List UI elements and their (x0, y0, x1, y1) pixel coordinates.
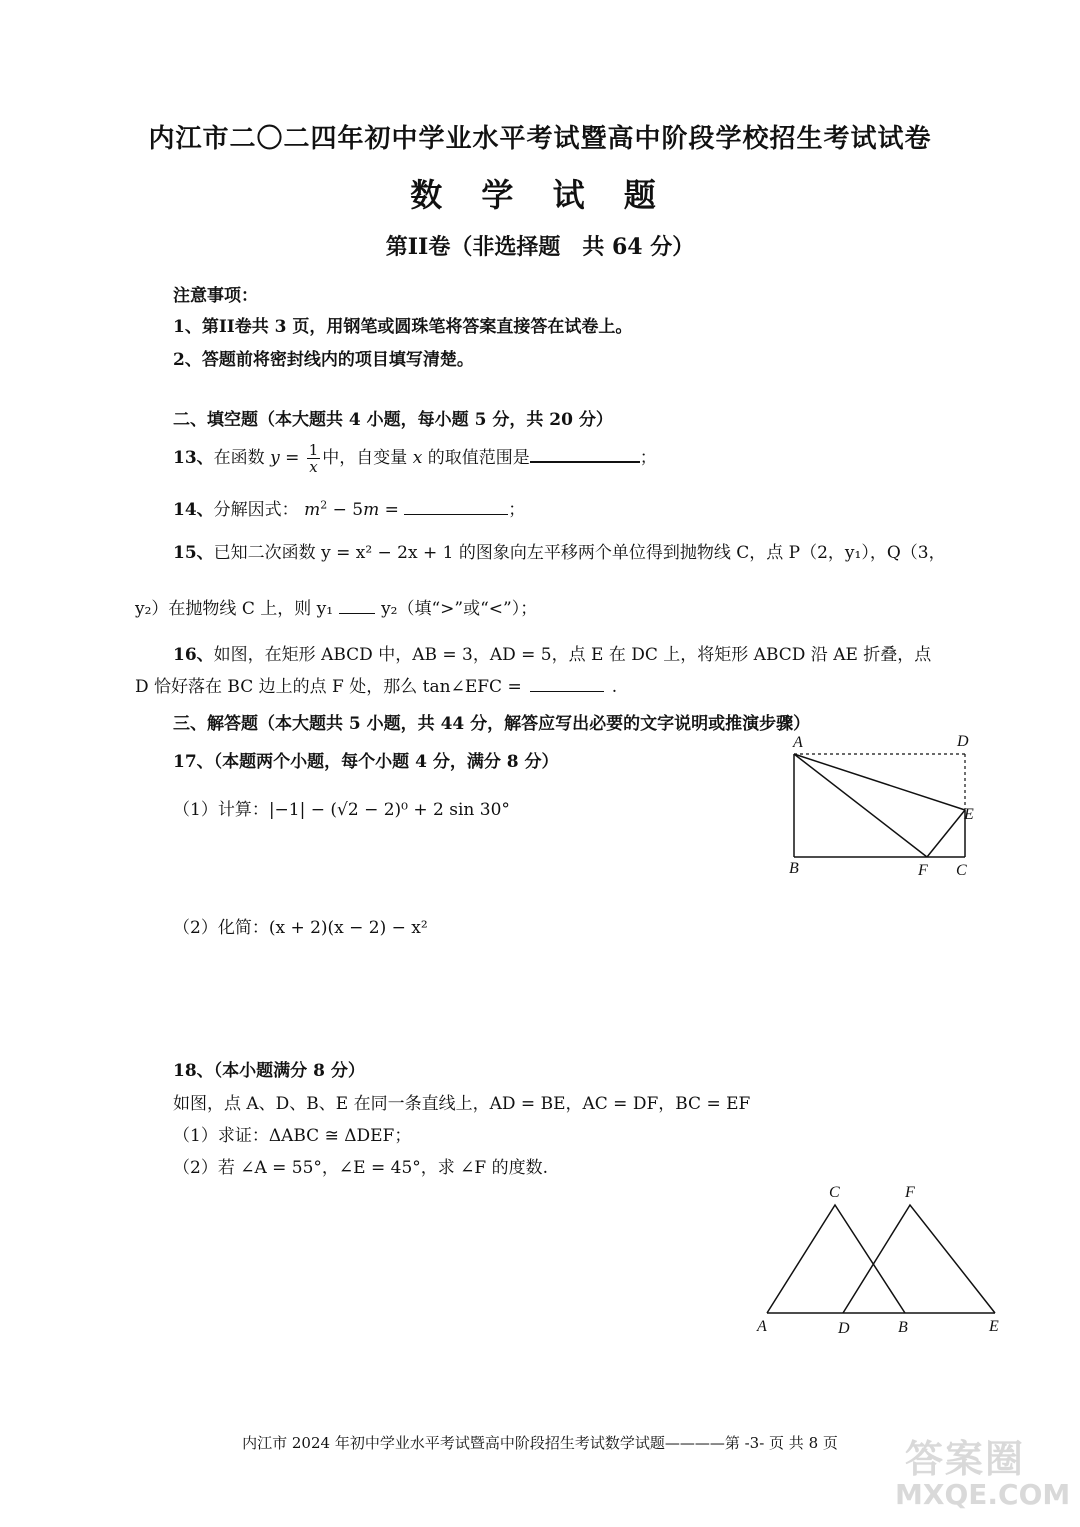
label-E: E (989, 1318, 999, 1335)
question-number: 16、 (173, 645, 214, 665)
label-A: A (793, 734, 803, 751)
answer-blank[interactable] (530, 443, 640, 463)
segment-FE (927, 810, 965, 857)
question-14: 14、分解因式： $m^2 - 5m$ = ； (173, 495, 525, 520)
section3-heading: 三、解答题（本大题共 5 小题，共 44 分，解答应写出必要的文字说明或推演步骤） (173, 714, 811, 734)
question-16-cont: D 恰好落在 BC 边上的点 F 处，那么 tan∠EFC = . (135, 672, 617, 697)
question-17-title: 17、（本题两个小题，每个小题 4 分，满分 8 分） (173, 752, 559, 772)
label-D: D (957, 733, 969, 750)
question-17-part1: （1）计算：|−1| − (√2 − 2)⁰ + 2 sin 30° (173, 800, 510, 820)
triangles-figure (745, 1175, 1010, 1345)
question-13: 13、在函数 y = $\frac{1}{x}$ 中，自变量 x 的取值范围是 ； (173, 441, 657, 476)
watermark-logo: 答案圈 (905, 1437, 1026, 1481)
paper-title: 内江市二〇二四年初中学业水平考试暨高中阶段学校招生考试试卷 (148, 124, 932, 154)
question-18-title: 18、（本小题满分 8 分） (173, 1061, 365, 1081)
watermark-url: MXQE.COM (895, 1478, 1071, 1511)
question-18-line: 如图，点 A、D、B、E 在同一条直线上，AD = BE，AC = DF，BC = EF (173, 1094, 751, 1114)
segment-AE (794, 754, 965, 810)
question-number: 15、 (173, 543, 214, 563)
triangle-DEF (843, 1205, 995, 1313)
label-E: E (964, 806, 974, 823)
notes-item: 2、答题前将密封线内的项目填写清楚。 (173, 350, 474, 370)
segment-AF (794, 754, 927, 857)
label-D: D (838, 1320, 850, 1337)
question-15-cont: y₂）在抛物线 C 上，则 y₁ y₂（填“>”或“<”）； (135, 594, 537, 619)
rectangle-figure (780, 730, 980, 880)
answer-blank[interactable] (530, 673, 604, 692)
notes-heading: 注意事项： (173, 286, 258, 306)
question-18-part1: （1）求证：ΔABC ≅ ΔDEF； (173, 1126, 412, 1146)
label-B: B (898, 1319, 908, 1336)
section2-heading: 二、填空题（本大题共 4 小题，每小题 5 分，共 20 分） (173, 410, 613, 430)
label-A: A (757, 1318, 767, 1335)
label-C: C (829, 1184, 840, 1201)
question-16: 16、如图，在矩形 ABCD 中，AB = 3，AD = 5，点 E 在 DC 上，将矩形 ABCD 沿 AE 折叠，点 (173, 645, 932, 665)
question-18-part2: （2）若 ∠A = 55°，∠E = 45°，求 ∠F 的度数. (173, 1158, 549, 1178)
label-F: F (918, 862, 928, 879)
question-number: 13、 (173, 448, 214, 468)
notes-item: 1、第II卷共 3 页，用钢笔或圆珠笔将答案直接答在试卷上。 (173, 317, 633, 337)
page-footer: 内江市 2024 年初中学业水平考试暨高中阶段招生考试数学试题————第 -3- 页 共 8 页 (242, 1434, 838, 1452)
label-F: F (905, 1184, 915, 1201)
question-15: 15、已知二次函数 y = x² − 2x + 1 的图象向左平移两个单位得到抛物线 C，点 P（2，y₁），Q（3， (173, 543, 946, 563)
label-C: C (956, 862, 967, 879)
triangle-ABC (767, 1205, 905, 1313)
part-title: 第II卷（非选择题 共 64 分） (385, 234, 695, 260)
fraction: $\frac{1}{x}$ (308, 441, 319, 476)
answer-blank[interactable] (339, 595, 375, 614)
question-17-part2: （2）化简：(x + 2)(x − 2) − x² (173, 918, 428, 938)
label-B: B (789, 860, 799, 877)
answer-blank[interactable] (404, 496, 508, 515)
subject-title: 数 学 试 题 (410, 176, 670, 214)
question-number: 14、 (173, 500, 214, 520)
